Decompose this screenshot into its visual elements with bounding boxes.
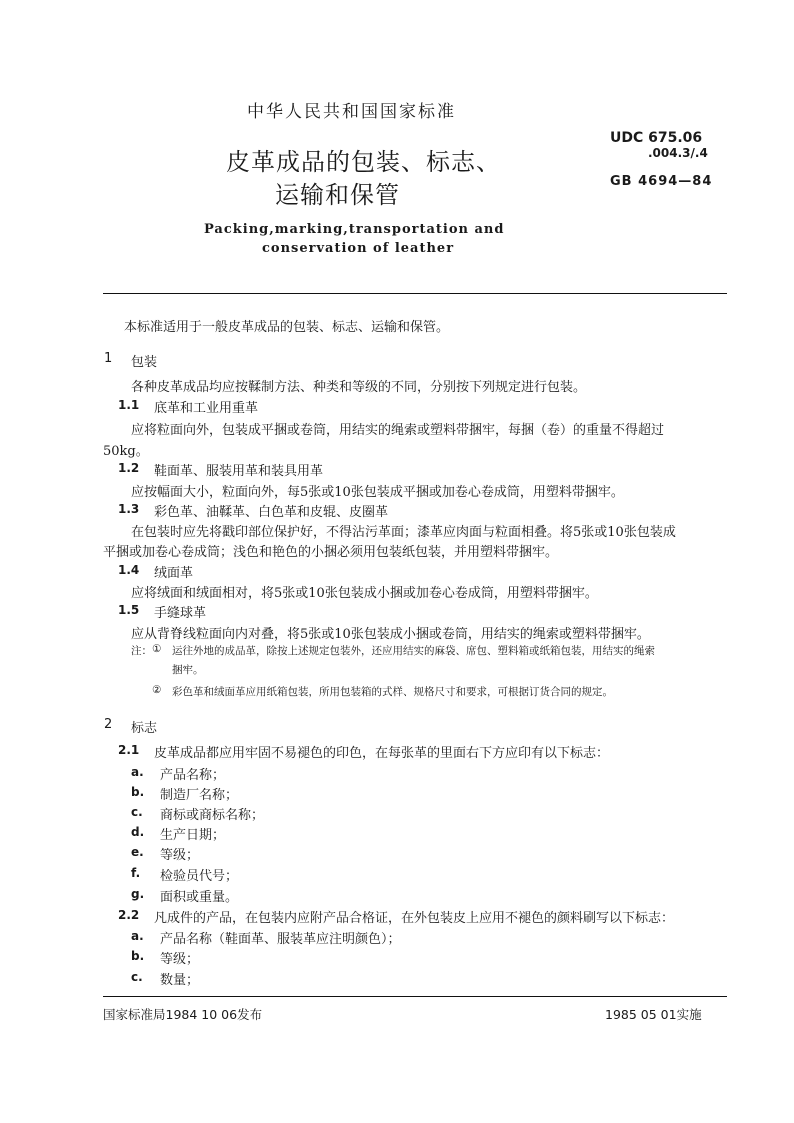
clause-1-5-text: 应从背脊线粒面向内对叠，将5张或10张包装成小捆或卷筒，用结实的绳索或塑料带捆牢。 xyxy=(131,627,650,642)
list-item: 检验员代号； xyxy=(160,869,239,884)
list-item: 面积或重量。 xyxy=(160,890,239,905)
list-item: 等级； xyxy=(160,848,200,863)
clause-1-1-number: 1.1 xyxy=(118,398,140,412)
list-item: 商标或商标名称； xyxy=(160,808,265,823)
section-1-text: 各种皮革成品均应按鞣制方法、种类和等级的不同，分别按下列规定进行包装。 xyxy=(131,380,587,395)
clause-1-1-text: 应将粒面向外，包装成平捆或卷筒，用结实的绳索或塑料带捆牢，每捆（卷）的重量不得超过 xyxy=(131,423,665,438)
clause-1-4-title: 绒面革 xyxy=(154,566,194,581)
udc-code: UDC 675.06 xyxy=(610,130,703,146)
clause-1-4-number: 1.4 xyxy=(118,563,140,577)
section-1-title: 包装 xyxy=(131,355,158,370)
list-item: 数量； xyxy=(160,973,200,988)
scope-statement: 本标准适用于一般皮革成品的包装、标志、运输和保管。 xyxy=(124,320,450,335)
list-item: 产品名称； xyxy=(160,768,226,783)
english-title-line-2: conservation of leather xyxy=(262,241,455,256)
note-1-text-cont: 捆牢。 xyxy=(172,664,204,676)
clause-2-2-text: 凡成件的产品，在包装内应附产品合格证，在外包装皮上应用不褪色的颜料刷写以下标志： xyxy=(154,911,675,926)
note-1-mark: ① xyxy=(152,643,162,655)
clause-1-3-text: 在包装时应先将戳印部位保护好，不得沾污革面；漆革应肉面与粒面相叠。将5张或10张包装成 xyxy=(131,525,676,540)
clause-1-1-text-cont: 50kg。 xyxy=(103,444,149,459)
section-2-title: 标志 xyxy=(131,721,158,736)
clause-1-5-number: 1.5 xyxy=(118,603,140,617)
clause-2-1-text: 皮革成品都应用牢固不易褪色的印色，在每张革的里面右下方应印有以下标志： xyxy=(154,746,610,761)
clause-2-2-number: 2.2 xyxy=(118,908,140,922)
note-2-text: 彩色革和绒面革应用纸箱包装，所用包装箱的式样、规格尺寸和要求，可根据订货合同的规定。 xyxy=(172,686,613,698)
list-item-mark: e. xyxy=(131,845,144,859)
list-item-mark: c. xyxy=(131,970,143,984)
document-title-line-1: 皮革成品的包装、标志、 xyxy=(226,148,501,176)
list-item: 制造厂名称； xyxy=(160,788,239,803)
list-item: 等级； xyxy=(160,952,200,967)
clause-1-5-title: 手缝球革 xyxy=(154,606,207,621)
section-2-number: 2 xyxy=(104,717,113,732)
gb-standard-number: GB 4694—84 xyxy=(610,174,713,189)
clause-1-2-number: 1.2 xyxy=(118,461,140,475)
note-1-text: 运往外地的成品革，除按上述规定包装外，还应用结实的麻袋、席包、塑料箱或纸箱包装，用结实的绳索 xyxy=(172,645,655,657)
english-title-line-1: Packing,marking,transportation and xyxy=(204,222,505,237)
clause-1-4-text: 应将绒面和绒面相对，将5张或10张包装成小捆或加卷心卷成筒，用塑料带捆牢。 xyxy=(131,586,598,601)
note-label: 注： xyxy=(131,645,152,657)
header-divider xyxy=(103,293,727,294)
section-1-number: 1 xyxy=(104,351,113,366)
effective-date: 1985 05 01实施 xyxy=(605,1007,702,1022)
list-item: 生产日期； xyxy=(160,828,226,843)
clause-1-2-text: 应按幅面大小，粒面向外，每5张或10张包装成平捆或加卷心卷成筒，用塑料带捆牢。 xyxy=(131,485,624,500)
list-item-mark: f. xyxy=(131,866,141,880)
list-item-mark: b. xyxy=(131,949,145,963)
list-item-mark: a. xyxy=(131,929,144,943)
footer-divider xyxy=(103,996,727,997)
clause-2-1-number: 2.1 xyxy=(118,743,140,757)
clause-1-3-title: 彩色革、油鞣革、白色革和皮辊、皮圈革 xyxy=(154,505,389,520)
clause-1-1-title: 底革和工业用重革 xyxy=(154,401,259,416)
issuing-organization: 中华人民共和国国家标准 xyxy=(247,102,456,122)
issue-date: 国家标准局1984 10 06发布 xyxy=(103,1007,263,1022)
list-item: 产品名称（鞋面革、服装革应注明颜色）； xyxy=(160,932,401,947)
udc-code-continued: .004.3/.4 xyxy=(648,146,708,160)
clause-1-3-text-cont: 平捆或加卷心卷成筒；浅色和艳色的小捆必须用包装纸包装，并用塑料带捆牢。 xyxy=(103,545,559,560)
document-title-line-2: 运输和保管 xyxy=(275,181,400,209)
list-item-mark: g. xyxy=(131,887,145,901)
list-item-mark: a. xyxy=(131,765,144,779)
clause-1-3-number: 1.3 xyxy=(118,502,140,516)
list-item-mark: b. xyxy=(131,785,145,799)
list-item-mark: d. xyxy=(131,825,145,839)
note-2-mark: ② xyxy=(152,684,162,696)
list-item-mark: c. xyxy=(131,805,143,819)
clause-1-2-title: 鞋面革、服装用革和装具用革 xyxy=(154,464,324,479)
